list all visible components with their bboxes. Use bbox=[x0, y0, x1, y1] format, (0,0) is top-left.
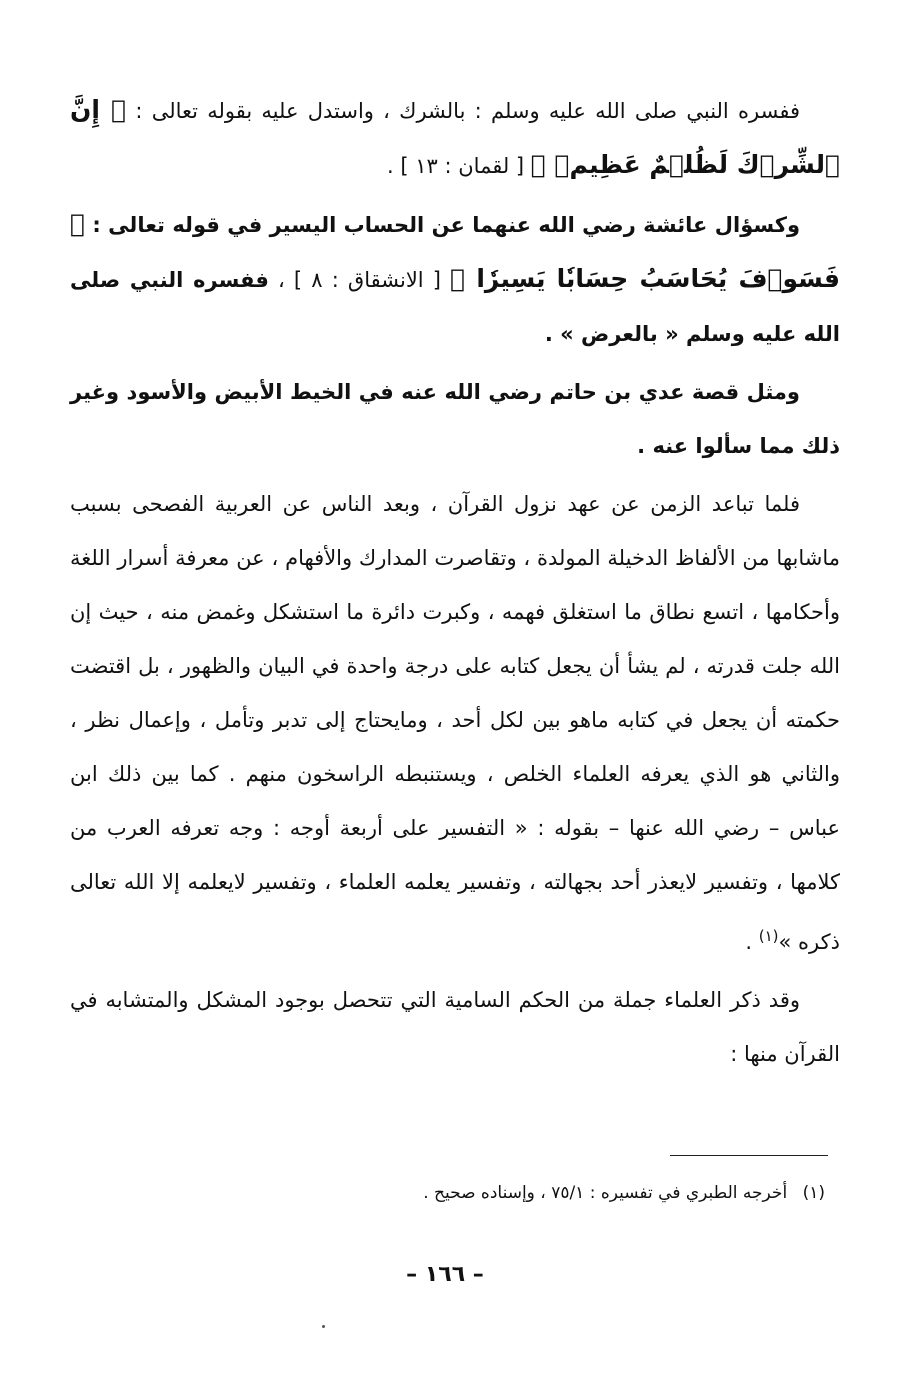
paragraph-5 bbox=[70, 973, 840, 1081]
paragraph-3 bbox=[70, 365, 840, 473]
p2-text-a: وكسؤال عائشة رضي الله عنهما عن الحساب اليسير في قوله تعالى : bbox=[85, 213, 800, 237]
p4-text: فلما تباعد الزمن عن عهد نزول القرآن ، وبعد الناس عن العربية الفصحى بسبب ماشابها من الألفاظ الدخيلة المولدة ، وتقاصرت المدارك والأفهام ، عن معرفة أسرار اللغة وأحكامها ، اتسع نطاق ما استغلق فهمه ، وكبرت دائرة ما استشكل وغمض منه ، حيث إن الله جلت قدرته ، لم يشأ أن يجعل كتابه على درجة واحدة في البيان والظهور ، بل اقتضت حكمته أن يجعل في كتابه ماهو بين لكل أحد ، ومايحتاج إلى تدبر وتأمل ، وإعمال نظر ، والثاني هو الذي يعرفه العلماء الخلص ، ويستنبطه الراسخون منهم . كما بين ذلك ابن عباس – رضي الله عنها – بقوله : « التفسير على أربعة أوجه : وجه تعرفه العرب من كلامها ، وتفسير لايعذر أحد بجهالته ، وتفسير يعلمه العلماء ، وتفسير لايعلمه إلا الله تعالى ذكره » bbox=[70, 492, 840, 954]
p2-citation: [ الانشقاق : ٨ ] ، bbox=[268, 268, 451, 292]
paragraph-4 bbox=[70, 477, 840, 969]
footnote-reference: (١) bbox=[758, 927, 779, 945]
main-text bbox=[70, 83, 840, 1081]
p5-text: وقد ذكر العلماء جملة من الحكم السامية التي تتحصل بوجود المشكل والمتشابه في القرآن منها : bbox=[70, 988, 840, 1066]
page-number: – ١٦٦ – bbox=[406, 1262, 484, 1287]
p4-end: . bbox=[745, 930, 759, 954]
p3-text: ومثل قصة عدي بن حاتم رضي الله عنه في الخيط الأبيض والأسود وغير ذلك مما سألوا عنه . bbox=[70, 380, 840, 458]
footnote bbox=[250, 1183, 825, 1203]
p1-citation: [ لقمان : ١٣ ] . bbox=[387, 154, 531, 178]
paragraph-1 bbox=[70, 83, 840, 193]
footnote-number: (١) bbox=[802, 1183, 825, 1203]
p1-text-a: ففسره النبي صلى الله عليه وسلم : بالشرك ، واستدل عليه بقوله تعالى : bbox=[126, 99, 800, 123]
p1-quran-verse: ﴿ إِنَّ ٱلشِّرۡكَ لَظُلۡمٌ عَظِيمٞ ﴾ bbox=[70, 95, 840, 179]
p2-text-b: ففسره النبي صلى الله عليه وسلم « بالعرض » . bbox=[70, 268, 840, 346]
footnote-text: أخرجه الطبري في تفسيره : ٧٥/١ ، وإسناده صحيح . bbox=[423, 1183, 788, 1203]
p2-quran-verse: ﴿ فَسَوۡفَ يُحَاسَبُ حِسَابٗا يَسِيرٗا ﴾ bbox=[70, 209, 840, 293]
footnote-divider bbox=[670, 1155, 828, 1156]
paragraph-2 bbox=[70, 197, 840, 361]
scan-speck bbox=[322, 1325, 325, 1328]
